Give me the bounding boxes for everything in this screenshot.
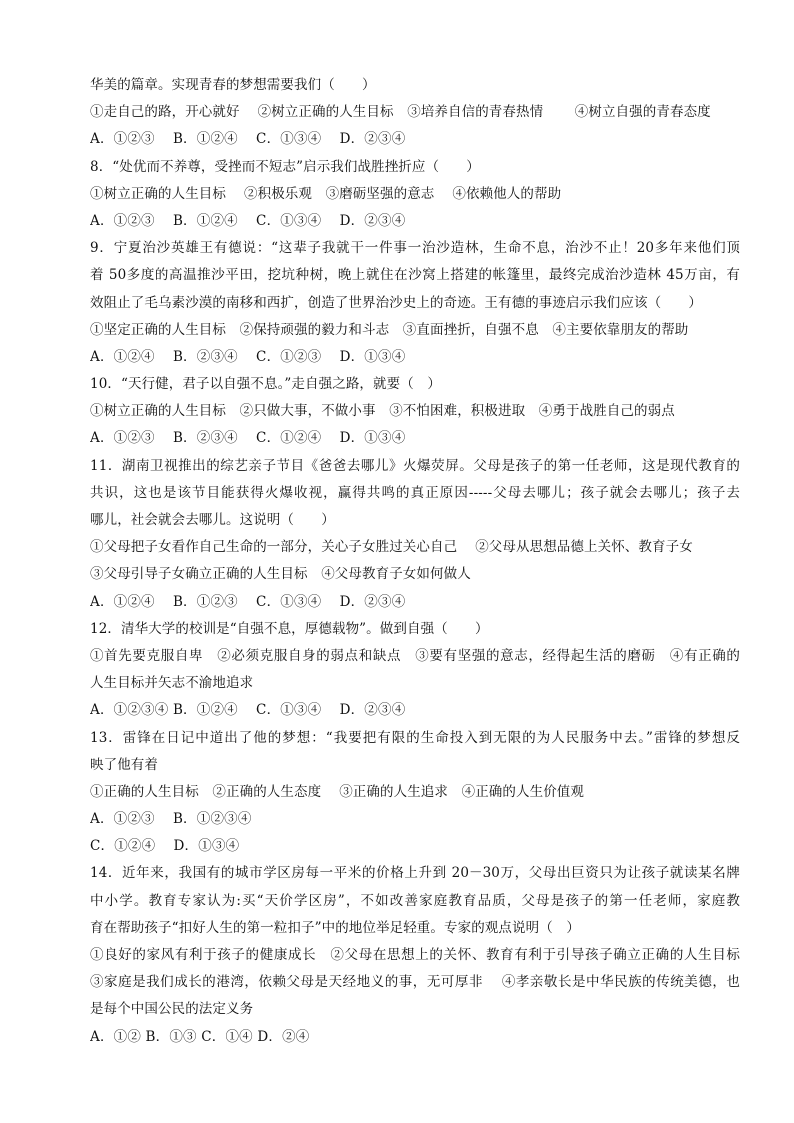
q7-statements: ①走自己的路，开心就好 ②树立正确的人生目标 ③培养自信的青春热情 ④树立自强的青春态度 [90, 104, 711, 121]
q10-options: A．①②③ B．②③④ C．①②④ D．①③④ [90, 430, 406, 447]
q11-statements-line-1: ①父母把子女看作自己生命的一部分，关心子女胜过关心自己 ②父母从思想品德上关怀、教育子女 [90, 539, 693, 556]
q14-stem-line-3: 育在帮助孩子“扣好人生的第一粒扣子”中的地位举足轻重。专家的观点说明（ ） [90, 919, 581, 936]
q13-statements: ①正确的人生目标 ②正确的人生态度 ③正确的人生追求 ④正确的人生价值观 [90, 783, 584, 800]
q13-stem-line-1: 13．雷锋在日记中道出了他的梦想：“我要把有限的生命投入到无限的为人民服务中去。”雷锋的梦想反 [90, 729, 740, 746]
q13-stem-line-2: 映了他有着 [90, 756, 158, 773]
q9-statements: ①坚定正确的人生目标 ②保持顽强的毅力和斗志 ③直面挫折，自强不息 ④主要依靠朋友的帮助 [90, 321, 689, 338]
q14-stem-line-1: 14．近年来，我国有的城市学区房每一平米的价格上升到 20－30万，父母出巨资只为让孩子就读某名牌 [90, 865, 740, 882]
q12-statements-line-1: ①首先要克服自卑 ②必须克服自身的弱点和缺点 ③要有坚强的意志，经得起生活的磨砺 ④有正确的 [90, 647, 740, 664]
q9-stem-line-1: 9．宁夏治沙英雄王有德说：“这辈子我就干一件事一治沙造林，生命不息，治沙不止！20多年来他们顶 [90, 240, 740, 257]
q13-options-line-1: A．①②③ B．①②③④ [90, 811, 252, 828]
q8-stem: 8．“处优而不养尊，受挫而不短志”启示我们战胜挫折应（ ） [90, 158, 480, 175]
q13-options-line-2: C．①②④ D．①③④ [90, 838, 240, 855]
q14-statements-line-3: 是每个中国公民的法定义务 [90, 1001, 254, 1018]
q12-statements-line-2: 人生目标并矢志不渝地追求 [90, 675, 254, 692]
q14-statements-line-1: ①良好的家风有利于孩子的健康成长 ②父母在思想上的关怀、教育有利于引导孩子确立正确的人生目标 [90, 947, 740, 963]
q7-options: A．①②③ B．①②④ C．①③④ D．②③④ [90, 131, 406, 148]
q11-statements-line-2: ③父母引导子女确立正确的人生目标 ④父母教育子女如何做人 [90, 566, 471, 583]
q7-stem-tail: 华美的篇章。实现青春的梦想需要我们（ ） [90, 77, 376, 93]
q11-stem-line-2: 共识，这也是该节目能获得火爆收视，赢得共鸣的真正原因-----父母去哪儿；孩子就会去哪儿；孩子去 [90, 484, 740, 501]
q9-stem-line-3: 效阻止了毛乌素沙漠的南移和西扩，创造了世界治沙史上的奇迹。王有德的事迹启示我们应该（ ） [90, 294, 702, 311]
q8-options: A．①②③ B．①②④ C．①③④ D．②③④ [90, 212, 406, 229]
q11-stem-line-3: 哪儿，社会就会去哪儿。这说明（ ） [90, 512, 335, 528]
q12-options: A．①②③④ B．①②④ C．①③④ D．②③④ [90, 702, 406, 719]
q9-stem-line-2: 着 50多度的高温推沙平田，挖坑种树，晚上就住在沙窝上搭建的帐篷里，最终完成治沙造林 45万亩，有 [90, 267, 740, 284]
q10-stem: 10．“天行健，君子以自强不息。”走自强之路，就要（ ） [90, 376, 442, 393]
q10-statements: ①树立正确的人生目标 ②只做大事，不做小事 ③不怕困难，积极进取 ④勇于战胜自己的弱点 [90, 403, 675, 420]
q8-statements: ①树立正确的人生目标 ②积极乐观 ③磨砺坚强的意志 ④依赖他人的帮助 [90, 185, 562, 202]
q9-options: A．①②④ B．②③④ C．①②③ D．①③④ [90, 348, 406, 365]
q11-options: A．①②④ B．①②③ C．①③④ D．②③④ [90, 593, 406, 610]
q14-statements-line-2: ③家庭是我们成长的港湾，依赖父母是天经地义的事，无可厚非 ④孝亲敬长是中华民族的传统美德，也 [90, 974, 740, 991]
q14-options: A．①② B．①③ C．①④ D．②④ [90, 1028, 310, 1045]
document-page [90, 72, 740, 1051]
q12-stem: 12．清华大学的校训是“自强不息，厚德载物”。做到自强（ ） [90, 620, 489, 637]
q14-stem-line-2: 中小学。教育专家认为:买“天价学区房”，不如改善家庭教育品质，父母是孩子的第一任老师，家庭教 [90, 892, 740, 909]
q11-stem-line-1: 11．湖南卫视推出的综艺亲子节目《爸爸去哪儿》火爆荧屏。父母是孩子的第一任老师，这是现代教育的 [90, 457, 740, 474]
